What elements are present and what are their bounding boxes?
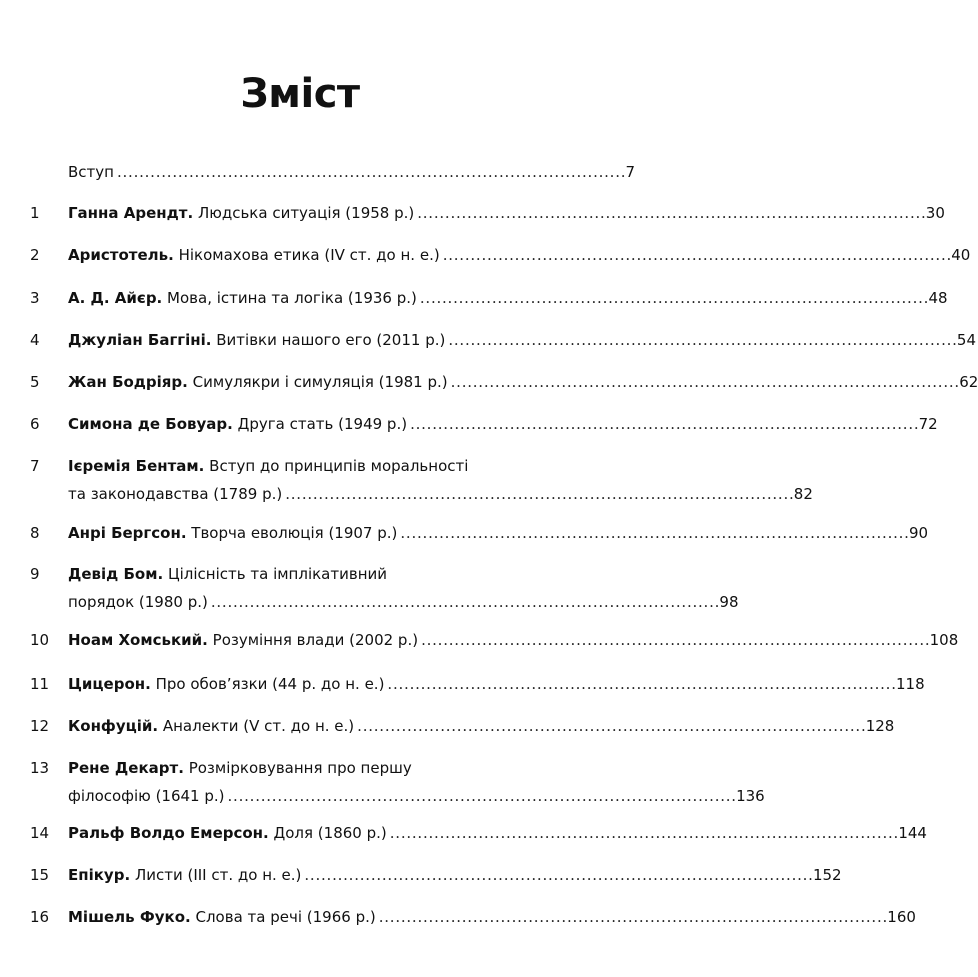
entry-number: 4	[30, 331, 40, 349]
entry-author: Ієремія Бентам.	[68, 457, 205, 475]
entry-page-number: 54	[956, 331, 977, 349]
leader-dots	[379, 905, 886, 929]
leader-dots	[410, 412, 917, 436]
entry-work-continued: філософію (1641 р.)	[68, 787, 225, 805]
entry-author: Анрі Бергсон.	[68, 524, 187, 542]
entry-page-number: 160	[887, 908, 916, 926]
leader-dots	[211, 590, 718, 614]
entry-work: Симулякри і симуляція (1981 р.)	[192, 373, 448, 391]
entry-number: 14	[30, 824, 50, 842]
leader-dots	[357, 714, 864, 738]
entry-author: Мішель Фуко.	[68, 908, 191, 926]
leader-dots	[228, 784, 735, 808]
entry-number: 12	[30, 717, 50, 735]
leader-dots	[417, 201, 924, 225]
entry-number: 7	[30, 457, 40, 475]
entry-author: Девід Бом.	[68, 565, 164, 583]
entry-author: А. Д. Айєр.	[68, 289, 163, 307]
entry-page-number: 7	[625, 163, 636, 181]
entry-author: Рене Декарт.	[68, 759, 184, 777]
entry-work-continued: та законодавства (1789 р.)	[68, 485, 283, 503]
entry-author: Епікур.	[68, 866, 131, 884]
entry-page-number: 62	[959, 373, 978, 391]
entry-page-number: 30	[925, 204, 945, 222]
entry-work: Доля (1860 р.)	[273, 824, 387, 842]
entry-number: 11	[30, 675, 50, 693]
entry-author: Аристотель.	[68, 246, 174, 264]
entry-number: 5	[30, 373, 40, 391]
entry-number: 9	[30, 565, 40, 583]
entry-author: Ноам Хомський.	[68, 631, 208, 649]
entry-work: Творча еволюція (1907 р.)	[191, 524, 398, 542]
entry-number: 3	[30, 289, 40, 307]
entry-work: Аналекти (V ст. до н. е.)	[162, 717, 355, 735]
entry-page-number: 72	[918, 415, 938, 433]
entry-work: Нікомахова етика (IV ст. до н. е.)	[178, 246, 440, 264]
entry-author: Цицерон.	[68, 675, 151, 693]
leader-dots	[285, 482, 792, 506]
leader-dots	[304, 863, 811, 887]
entry-title: Вступ	[68, 163, 114, 181]
leader-dots	[451, 370, 958, 394]
entry-author: Жан Бодріяр.	[68, 373, 188, 391]
leader-dots	[387, 672, 894, 696]
entry-page-number: 118	[895, 675, 925, 693]
entry-number: 16	[30, 908, 50, 926]
entry-work: Слова та речі (1966 р.)	[195, 908, 376, 926]
entry-work: Про обов’язки (44 р. до н. е.)	[155, 675, 385, 693]
entry-author: Ральф Волдо Емерсон.	[68, 824, 269, 842]
leader-dots	[390, 821, 897, 845]
entry-work: Цілісність та імплікативний	[167, 565, 387, 583]
leader-dots	[117, 160, 624, 184]
leader-dots	[420, 286, 927, 310]
entry-work: Розуміння влади (2002 р.)	[212, 631, 419, 649]
entry-page-number: 108	[929, 631, 959, 649]
entry-page-number: 82	[793, 485, 813, 503]
entry-work: Витівки нашого его (2011 р.)	[216, 331, 446, 349]
entry-work: Вступ до принципів моральності	[209, 457, 469, 475]
leader-dots	[443, 243, 950, 267]
page-title: Зміст	[240, 71, 360, 117]
entry-number: 10	[30, 631, 50, 649]
entry-page-number: 40	[951, 246, 971, 264]
entry-work: Розмірковування про першу	[188, 759, 412, 777]
entry-number: 8	[30, 524, 40, 542]
entry-number: 15	[30, 866, 50, 884]
entry-number: 1	[30, 204, 40, 222]
entry-author: Симона де Бовуар.	[68, 415, 233, 433]
entry-number: 13	[30, 759, 50, 777]
entry-page-number: 136	[736, 787, 765, 805]
entry-number: 6	[30, 415, 40, 433]
entry-work: Мова, істина та логіка (1936 р.)	[167, 289, 417, 307]
entry-page-number: 48	[928, 289, 948, 307]
entry-page-number: 90	[908, 524, 929, 542]
entry-work: Людська ситуація (1958 р.)	[197, 204, 415, 222]
entry-work: Листи (III ст. до н. е.)	[134, 866, 302, 884]
entry-page-number: 152	[812, 866, 842, 884]
entry-author: Конфуцій.	[68, 717, 159, 735]
entry-number: 2	[30, 246, 40, 264]
leader-dots	[421, 628, 928, 652]
leader-dots	[448, 328, 955, 352]
entry-work: Друга стать (1949 р.)	[237, 415, 408, 433]
entry-page-number: 144	[898, 824, 927, 842]
leader-dots	[400, 521, 907, 545]
entry-work-continued: порядок (1980 р.)	[68, 593, 208, 611]
entry-author: Ганна Арендт.	[68, 204, 194, 222]
entry-page-number: 98	[719, 593, 739, 611]
entry-author: Джуліан Баггіні.	[68, 331, 212, 349]
entry-page-number: 128	[865, 717, 895, 735]
